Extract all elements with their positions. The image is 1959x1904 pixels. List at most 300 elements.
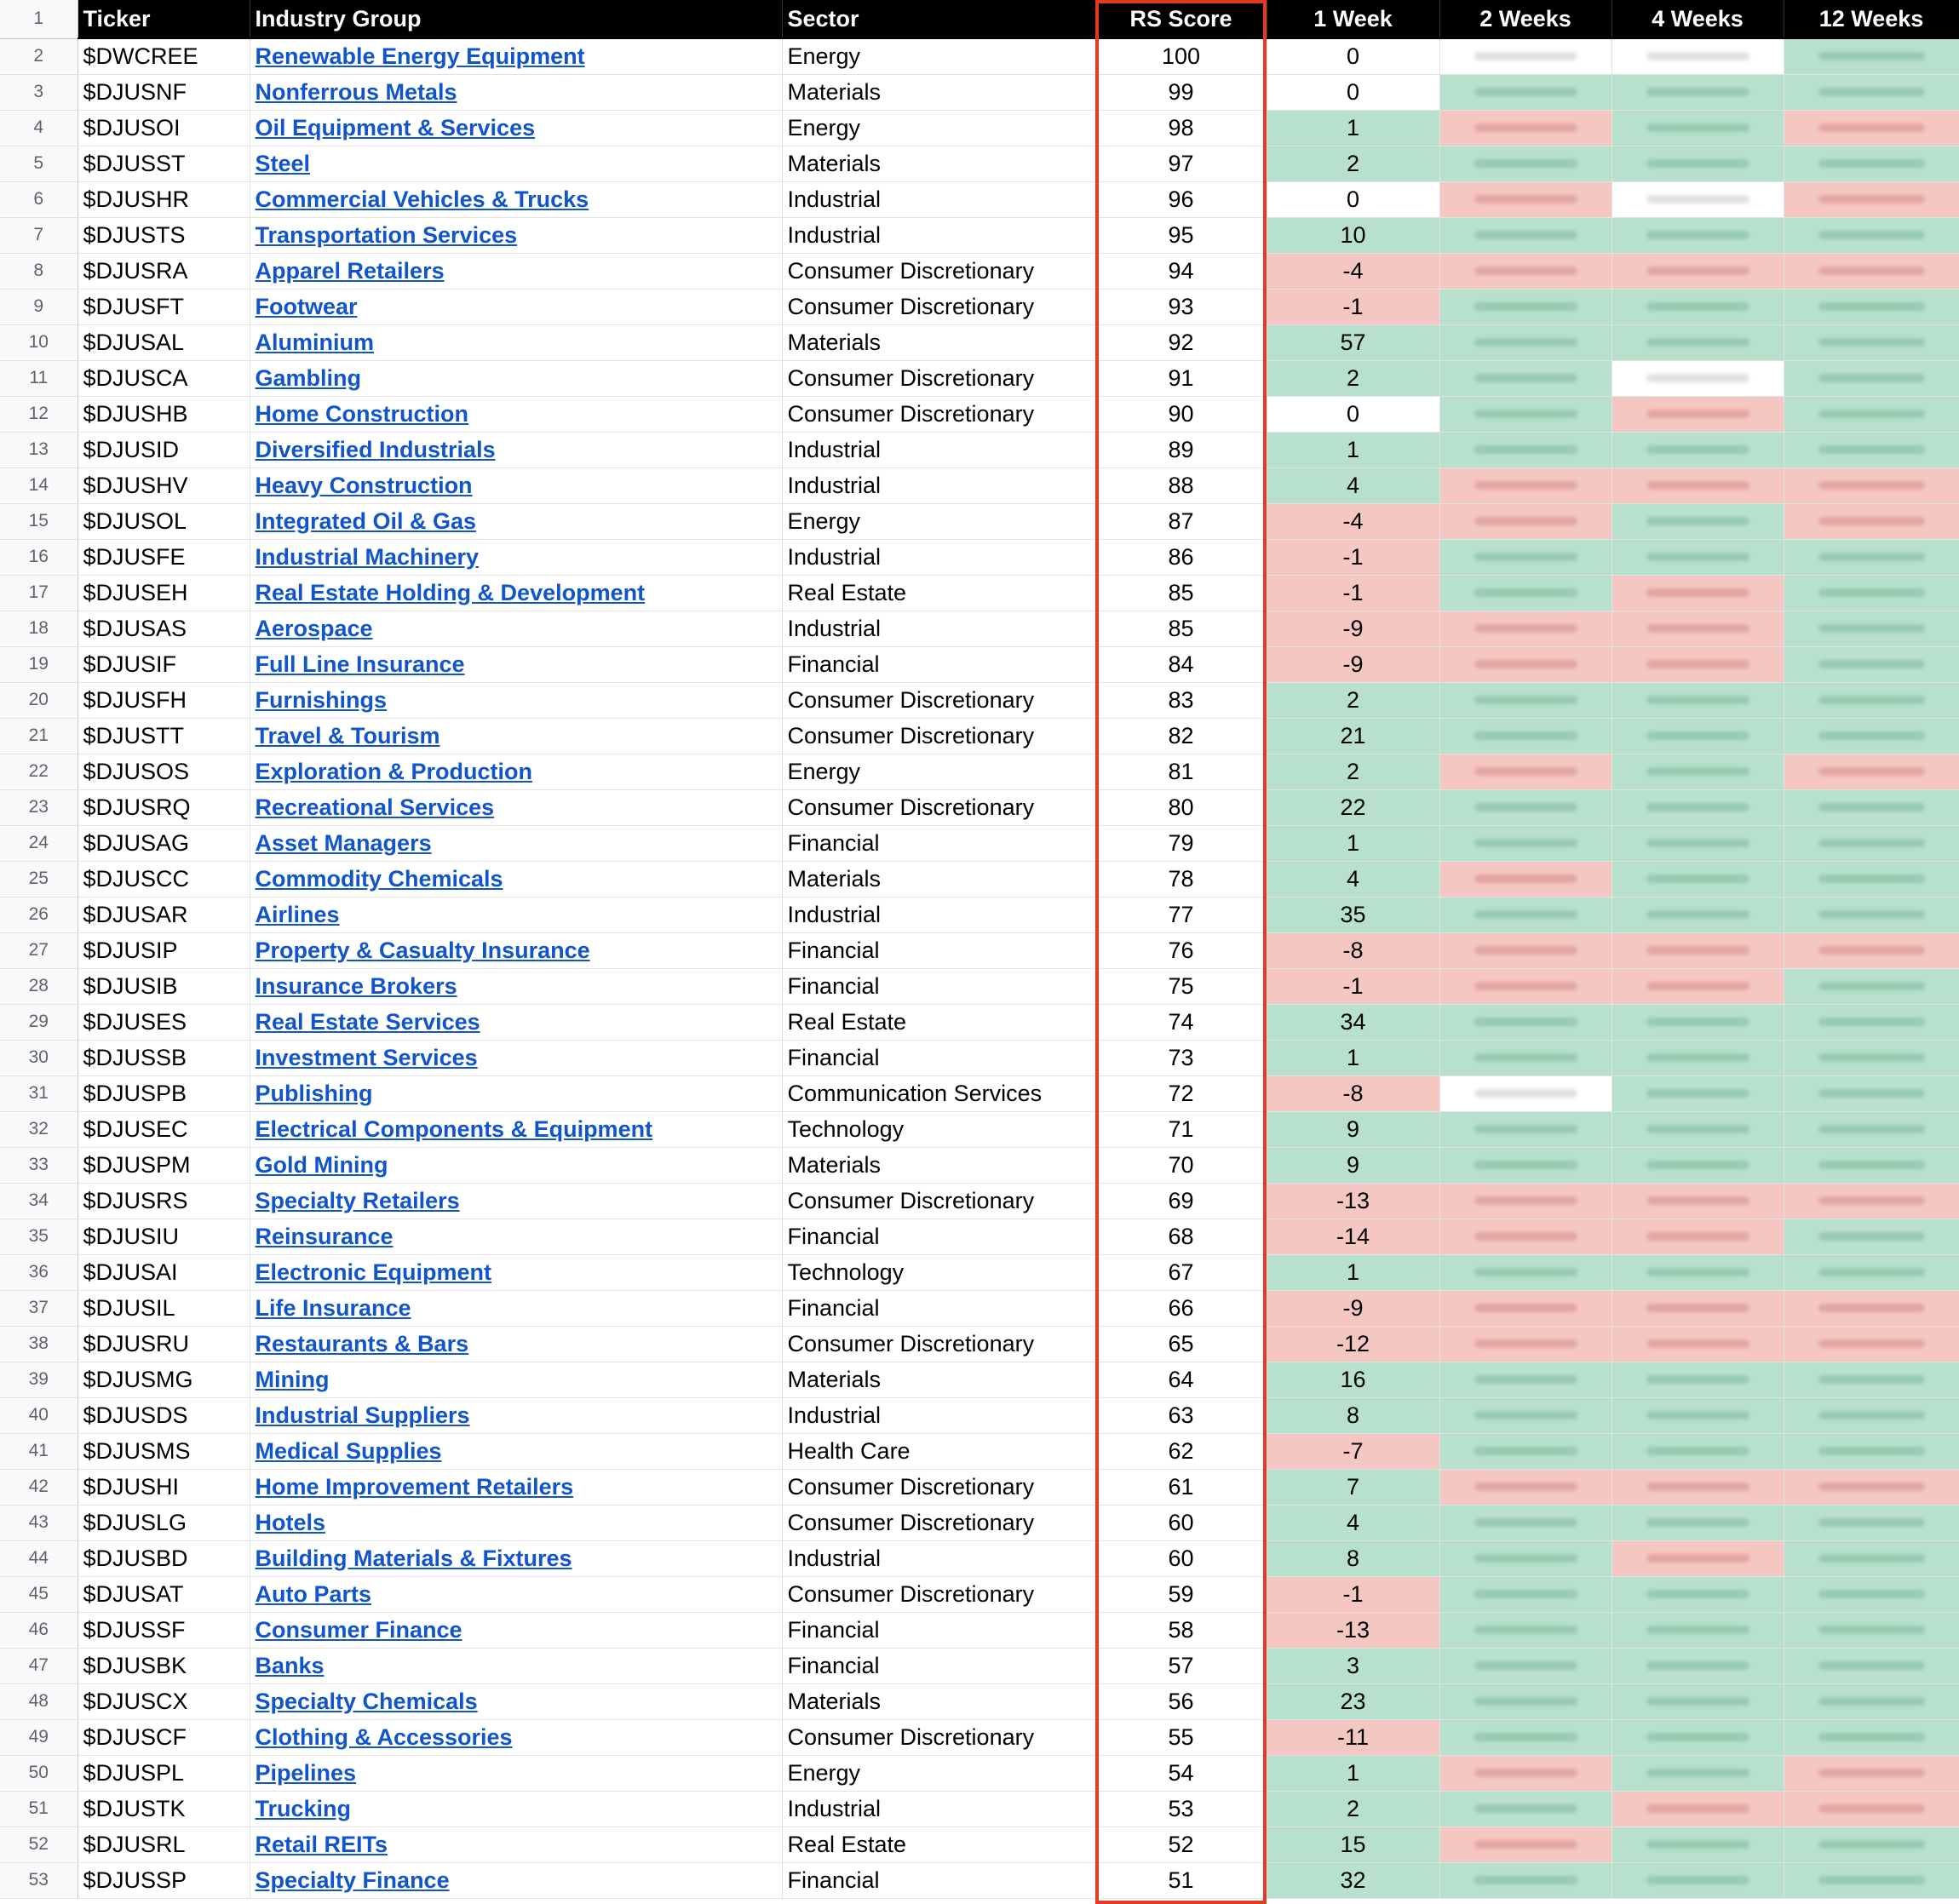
week-12-change-cell[interactable]	[1784, 682, 1959, 718]
ticker-cell[interactable]: $DJUSMG	[78, 1362, 250, 1397]
industry-group-cell[interactable]	[250, 1397, 782, 1433]
ticker-cell[interactable]: $DJUSRL	[78, 1827, 250, 1862]
week-12-change-cell[interactable]	[1784, 1540, 1959, 1576]
row-number[interactable]: 27	[0, 932, 78, 968]
week-4-change-cell[interactable]	[1611, 718, 1784, 754]
week-12-change-cell[interactable]	[1784, 1219, 1959, 1254]
industry-group-link[interactable]: Real Estate Services	[255, 1008, 480, 1035]
row-number[interactable]: 2	[0, 38, 78, 74]
ticker-cell[interactable]: $DJUSOS	[78, 754, 250, 789]
week-4-change-cell[interactable]	[1611, 289, 1784, 324]
week-12-change-cell[interactable]	[1784, 1397, 1959, 1433]
industry-group-cell[interactable]	[250, 396, 782, 432]
industry-group-cell[interactable]	[250, 324, 782, 360]
industry-group-cell[interactable]	[250, 217, 782, 253]
rs-score-cell[interactable]: 66	[1095, 1290, 1267, 1326]
ticker-cell[interactable]: $DJUSTK	[78, 1791, 250, 1827]
week-2-change-cell[interactable]	[1439, 897, 1611, 932]
sector-cell[interactable]: Materials	[782, 324, 1095, 360]
week-1-change-cell[interactable]: 1	[1267, 1254, 1439, 1290]
industry-group-cell[interactable]	[250, 825, 782, 861]
week-1-change-cell[interactable]: 4	[1267, 1505, 1439, 1540]
row-number[interactable]: 17	[0, 575, 78, 611]
week-2-change-cell[interactable]	[1439, 38, 1611, 74]
industry-group-cell[interactable]	[250, 1862, 782, 1898]
row-number[interactable]: 43	[0, 1505, 78, 1540]
week-4-change-cell[interactable]	[1611, 1719, 1784, 1755]
industry-group-link[interactable]: Specialty Finance	[255, 1867, 450, 1893]
week-4-change-cell[interactable]	[1611, 1147, 1784, 1183]
week-2-change-cell[interactable]	[1439, 682, 1611, 718]
industry-group-link[interactable]: Pipelines	[255, 1759, 357, 1786]
row-number[interactable]: 30	[0, 1040, 78, 1075]
week-12-change-cell[interactable]	[1784, 861, 1959, 897]
industry-group-cell[interactable]	[250, 968, 782, 1004]
industry-group-cell[interactable]	[250, 646, 782, 682]
header-12-weeks[interactable]: 12 Weeks	[1784, 0, 1959, 38]
sector-cell[interactable]: Energy	[782, 1755, 1095, 1791]
week-2-change-cell[interactable]	[1439, 754, 1611, 789]
week-2-change-cell[interactable]	[1439, 181, 1611, 217]
week-4-change-cell[interactable]	[1611, 754, 1784, 789]
rs-score-cell[interactable]: 70	[1095, 1147, 1267, 1183]
ticker-cell[interactable]: $DJUSTS	[78, 217, 250, 253]
row-number[interactable]: 40	[0, 1397, 78, 1433]
week-1-change-cell[interactable]: 10	[1267, 217, 1439, 253]
week-2-change-cell[interactable]	[1439, 611, 1611, 646]
week-2-change-cell[interactable]	[1439, 789, 1611, 825]
week-4-change-cell[interactable]	[1611, 432, 1784, 467]
week-4-change-cell[interactable]	[1611, 646, 1784, 682]
week-2-change-cell[interactable]	[1439, 718, 1611, 754]
sector-cell[interactable]: Materials	[782, 146, 1095, 181]
ticker-cell[interactable]: $DJUSTT	[78, 718, 250, 754]
week-12-change-cell[interactable]	[1784, 181, 1959, 217]
week-4-change-cell[interactable]	[1611, 396, 1784, 432]
week-2-change-cell[interactable]	[1439, 146, 1611, 181]
week-2-change-cell[interactable]	[1439, 1576, 1611, 1612]
week-1-change-cell[interactable]: -9	[1267, 611, 1439, 646]
week-2-change-cell[interactable]	[1439, 1290, 1611, 1326]
industry-group-cell[interactable]	[250, 1827, 782, 1862]
row-number[interactable]: 48	[0, 1683, 78, 1719]
week-12-change-cell[interactable]	[1784, 1111, 1959, 1147]
week-4-change-cell[interactable]	[1611, 539, 1784, 575]
week-4-change-cell[interactable]	[1611, 253, 1784, 289]
week-2-change-cell[interactable]	[1439, 1004, 1611, 1040]
industry-group-link[interactable]: Renewable Energy Equipment	[255, 43, 585, 69]
industry-group-link[interactable]: Asset Managers	[255, 829, 432, 856]
sector-cell[interactable]: Consumer Discretionary	[782, 1576, 1095, 1612]
industry-group-link[interactable]: Exploration & Production	[255, 758, 533, 784]
industry-group-link[interactable]: Specialty Retailers	[255, 1187, 460, 1213]
week-12-change-cell[interactable]	[1784, 718, 1959, 754]
industry-group-link[interactable]: Investment Services	[255, 1044, 478, 1070]
week-4-change-cell[interactable]	[1611, 467, 1784, 503]
sector-cell[interactable]: Consumer Discretionary	[782, 1505, 1095, 1540]
industry-group-cell[interactable]	[250, 1648, 782, 1683]
industry-group-link[interactable]: Airlines	[255, 901, 340, 927]
industry-group-cell[interactable]	[250, 1040, 782, 1075]
week-1-change-cell[interactable]: -8	[1267, 932, 1439, 968]
industry-group-cell[interactable]	[250, 467, 782, 503]
week-2-change-cell[interactable]	[1439, 539, 1611, 575]
week-1-change-cell[interactable]: 2	[1267, 682, 1439, 718]
week-4-change-cell[interactable]	[1611, 146, 1784, 181]
rs-score-cell[interactable]: 82	[1095, 718, 1267, 754]
week-1-change-cell[interactable]: 1	[1267, 1040, 1439, 1075]
week-4-change-cell[interactable]	[1611, 38, 1784, 74]
week-2-change-cell[interactable]	[1439, 932, 1611, 968]
industry-group-cell[interactable]	[250, 1612, 782, 1648]
sector-cell[interactable]: Financial	[782, 1612, 1095, 1648]
week-1-change-cell[interactable]: -11	[1267, 1719, 1439, 1755]
row-number[interactable]: 18	[0, 611, 78, 646]
week-4-change-cell[interactable]	[1611, 861, 1784, 897]
rs-score-cell[interactable]: 53	[1095, 1791, 1267, 1827]
week-4-change-cell[interactable]	[1611, 360, 1784, 396]
sector-cell[interactable]: Technology	[782, 1111, 1095, 1147]
week-12-change-cell[interactable]	[1784, 1362, 1959, 1397]
header-industry-group[interactable]: Industry Group	[250, 0, 782, 38]
row-number[interactable]: 15	[0, 503, 78, 539]
week-2-change-cell[interactable]	[1439, 1040, 1611, 1075]
week-1-change-cell[interactable]: 8	[1267, 1540, 1439, 1576]
week-4-change-cell[interactable]	[1611, 217, 1784, 253]
sector-cell[interactable]: Energy	[782, 38, 1095, 74]
sector-cell[interactable]: Financial	[782, 1648, 1095, 1683]
week-1-change-cell[interactable]: -1	[1267, 539, 1439, 575]
industry-group-link[interactable]: Specialty Chemicals	[255, 1688, 478, 1714]
rs-score-cell[interactable]: 89	[1095, 432, 1267, 467]
week-4-change-cell[interactable]	[1611, 897, 1784, 932]
industry-group-cell[interactable]	[250, 897, 782, 932]
rs-score-cell[interactable]: 87	[1095, 503, 1267, 539]
week-12-change-cell[interactable]	[1784, 1576, 1959, 1612]
rs-score-cell[interactable]: 54	[1095, 1755, 1267, 1791]
sector-cell[interactable]: Consumer Discretionary	[782, 360, 1095, 396]
industry-group-cell[interactable]	[250, 1791, 782, 1827]
sector-cell[interactable]: Consumer Discretionary	[782, 718, 1095, 754]
rs-score-cell[interactable]: 80	[1095, 789, 1267, 825]
industry-group-cell[interactable]	[250, 1147, 782, 1183]
week-12-change-cell[interactable]	[1784, 1683, 1959, 1719]
row-number[interactable]: 50	[0, 1755, 78, 1791]
ticker-cell[interactable]: $DJUSCA	[78, 360, 250, 396]
week-2-change-cell[interactable]	[1439, 1719, 1611, 1755]
week-4-change-cell[interactable]	[1611, 789, 1784, 825]
week-12-change-cell[interactable]	[1784, 932, 1959, 968]
week-12-change-cell[interactable]	[1784, 1254, 1959, 1290]
week-1-change-cell[interactable]: 2	[1267, 146, 1439, 181]
week-4-change-cell[interactable]	[1611, 1219, 1784, 1254]
week-12-change-cell[interactable]	[1784, 1755, 1959, 1791]
ticker-cell[interactable]: $DJUSNF	[78, 74, 250, 110]
week-1-change-cell[interactable]: 4	[1267, 467, 1439, 503]
rs-score-cell[interactable]: 64	[1095, 1362, 1267, 1397]
row-number[interactable]: 20	[0, 682, 78, 718]
industry-group-cell[interactable]	[250, 1183, 782, 1219]
week-1-change-cell[interactable]: -13	[1267, 1183, 1439, 1219]
ticker-cell[interactable]: $DJUSHI	[78, 1469, 250, 1505]
sector-cell[interactable]: Real Estate	[782, 1004, 1095, 1040]
week-4-change-cell[interactable]	[1611, 1612, 1784, 1648]
week-4-change-cell[interactable]	[1611, 503, 1784, 539]
rs-score-cell[interactable]: 100	[1095, 38, 1267, 74]
week-1-change-cell[interactable]: 0	[1267, 74, 1439, 110]
week-12-change-cell[interactable]	[1784, 897, 1959, 932]
week-2-change-cell[interactable]	[1439, 1326, 1611, 1362]
ticker-cell[interactable]: $DJUSSP	[78, 1862, 250, 1898]
week-12-change-cell[interactable]	[1784, 1326, 1959, 1362]
ticker-cell[interactable]: $DJUSAR	[78, 897, 250, 932]
sector-cell[interactable]: Real Estate	[782, 575, 1095, 611]
rs-score-cell[interactable]: 76	[1095, 932, 1267, 968]
industry-group-link[interactable]: Industrial Machinery	[255, 543, 480, 570]
week-1-change-cell[interactable]: 4	[1267, 861, 1439, 897]
week-12-change-cell[interactable]	[1784, 1147, 1959, 1183]
week-2-change-cell[interactable]	[1439, 324, 1611, 360]
week-4-change-cell[interactable]	[1611, 1004, 1784, 1040]
row-number[interactable]: 8	[0, 253, 78, 289]
sector-cell[interactable]: Financial	[782, 1290, 1095, 1326]
industry-group-cell[interactable]	[250, 789, 782, 825]
industry-group-link[interactable]: Gambling	[255, 364, 362, 391]
industry-group-link[interactable]: Auto Parts	[255, 1580, 372, 1607]
industry-group-link[interactable]: Full Line Insurance	[255, 651, 465, 677]
ticker-cell[interactable]: $DJUSCX	[78, 1683, 250, 1719]
week-2-change-cell[interactable]	[1439, 646, 1611, 682]
sector-cell[interactable]: Consumer Discretionary	[782, 1469, 1095, 1505]
ticker-cell[interactable]: $DJUSRU	[78, 1326, 250, 1362]
week-12-change-cell[interactable]	[1784, 1862, 1959, 1898]
week-4-change-cell[interactable]	[1611, 825, 1784, 861]
week-4-change-cell[interactable]	[1611, 1683, 1784, 1719]
rs-score-cell[interactable]: 72	[1095, 1075, 1267, 1111]
industry-group-link[interactable]: Consumer Finance	[255, 1616, 462, 1643]
industry-group-cell[interactable]	[250, 289, 782, 324]
row-number[interactable]: 49	[0, 1719, 78, 1755]
rs-score-cell[interactable]: 77	[1095, 897, 1267, 932]
week-1-change-cell[interactable]: 21	[1267, 718, 1439, 754]
ticker-cell[interactable]: $DJUSAI	[78, 1254, 250, 1290]
week-1-change-cell[interactable]: 1	[1267, 110, 1439, 146]
industry-group-cell[interactable]	[250, 539, 782, 575]
ticker-cell[interactable]: $DJUSIU	[78, 1219, 250, 1254]
industry-group-cell[interactable]	[250, 682, 782, 718]
row-number[interactable]: 45	[0, 1576, 78, 1612]
week-2-change-cell[interactable]	[1439, 467, 1611, 503]
rs-score-cell[interactable]: 73	[1095, 1040, 1267, 1075]
row-number[interactable]: 22	[0, 754, 78, 789]
ticker-cell[interactable]: $DJUSFH	[78, 682, 250, 718]
week-2-change-cell[interactable]	[1439, 74, 1611, 110]
sector-cell[interactable]: Technology	[782, 1254, 1095, 1290]
sector-cell[interactable]: Consumer Discretionary	[782, 682, 1095, 718]
row-number[interactable]: 47	[0, 1648, 78, 1683]
week-4-change-cell[interactable]	[1611, 932, 1784, 968]
week-1-change-cell[interactable]: 0	[1267, 181, 1439, 217]
ticker-cell[interactable]: $DJUSBK	[78, 1648, 250, 1683]
rs-score-cell[interactable]: 81	[1095, 754, 1267, 789]
row-number[interactable]: 52	[0, 1827, 78, 1862]
industry-group-link[interactable]: Furnishings	[255, 686, 387, 713]
industry-group-cell[interactable]	[250, 1219, 782, 1254]
industry-group-link[interactable]: Reinsurance	[255, 1223, 394, 1249]
rs-score-cell[interactable]: 85	[1095, 611, 1267, 646]
row-number[interactable]: 41	[0, 1433, 78, 1469]
week-1-change-cell[interactable]: -1	[1267, 1576, 1439, 1612]
ticker-cell[interactable]: $DJUSIL	[78, 1290, 250, 1326]
rs-score-cell[interactable]: 96	[1095, 181, 1267, 217]
week-4-change-cell[interactable]	[1611, 1648, 1784, 1683]
rs-score-cell[interactable]: 79	[1095, 825, 1267, 861]
industry-group-cell[interactable]	[250, 718, 782, 754]
rs-score-cell[interactable]: 83	[1095, 682, 1267, 718]
ticker-cell[interactable]: $DJUSDS	[78, 1397, 250, 1433]
industry-group-link[interactable]: Publishing	[255, 1080, 373, 1106]
ticker-cell[interactable]: $DJUSEC	[78, 1111, 250, 1147]
week-2-change-cell[interactable]	[1439, 1362, 1611, 1397]
row-number[interactable]: 29	[0, 1004, 78, 1040]
rs-score-cell[interactable]: 98	[1095, 110, 1267, 146]
ticker-cell[interactable]: $DJUSBD	[78, 1540, 250, 1576]
industry-group-link[interactable]: Gold Mining	[255, 1151, 388, 1178]
week-12-change-cell[interactable]	[1784, 396, 1959, 432]
week-1-change-cell[interactable]: -12	[1267, 1326, 1439, 1362]
industry-group-cell[interactable]	[250, 74, 782, 110]
week-4-change-cell[interactable]	[1611, 682, 1784, 718]
week-12-change-cell[interactable]	[1784, 146, 1959, 181]
week-1-change-cell[interactable]: 3	[1267, 1648, 1439, 1683]
row-number[interactable]: 37	[0, 1290, 78, 1326]
week-2-change-cell[interactable]	[1439, 110, 1611, 146]
row-number[interactable]: 13	[0, 432, 78, 467]
week-12-change-cell[interactable]	[1784, 789, 1959, 825]
rs-score-cell[interactable]: 88	[1095, 467, 1267, 503]
week-1-change-cell[interactable]: 23	[1267, 1683, 1439, 1719]
sector-cell[interactable]: Consumer Discretionary	[782, 789, 1095, 825]
industry-group-link[interactable]: Aluminium	[255, 329, 374, 355]
sector-cell[interactable]: Financial	[782, 932, 1095, 968]
industry-group-link[interactable]: Diversified Industrials	[255, 436, 496, 462]
week-12-change-cell[interactable]	[1784, 1290, 1959, 1326]
rs-score-cell[interactable]: 65	[1095, 1326, 1267, 1362]
row-number[interactable]: 53	[0, 1862, 78, 1898]
week-4-change-cell[interactable]	[1611, 611, 1784, 646]
industry-group-link[interactable]: Property & Casualty Insurance	[255, 937, 590, 963]
row-number[interactable]: 28	[0, 968, 78, 1004]
week-1-change-cell[interactable]: -1	[1267, 968, 1439, 1004]
sector-cell[interactable]: Consumer Discretionary	[782, 1326, 1095, 1362]
week-4-change-cell[interactable]	[1611, 1362, 1784, 1397]
industry-group-cell[interactable]	[250, 1075, 782, 1111]
sector-cell[interactable]: Financial	[782, 825, 1095, 861]
industry-group-link[interactable]: Retail REITs	[255, 1831, 388, 1857]
week-2-change-cell[interactable]	[1439, 825, 1611, 861]
week-4-change-cell[interactable]	[1611, 1469, 1784, 1505]
row-number[interactable]: 39	[0, 1362, 78, 1397]
week-1-change-cell[interactable]: 9	[1267, 1147, 1439, 1183]
week-4-change-cell[interactable]	[1611, 110, 1784, 146]
rs-score-cell[interactable]: 60	[1095, 1540, 1267, 1576]
week-2-change-cell[interactable]	[1439, 1183, 1611, 1219]
week-1-change-cell[interactable]: 32	[1267, 1862, 1439, 1898]
week-4-change-cell[interactable]	[1611, 1862, 1784, 1898]
week-2-change-cell[interactable]	[1439, 1254, 1611, 1290]
week-1-change-cell[interactable]: 0	[1267, 38, 1439, 74]
week-2-change-cell[interactable]	[1439, 1755, 1611, 1791]
week-4-change-cell[interactable]	[1611, 1326, 1784, 1362]
industry-group-link[interactable]: Home Construction	[255, 400, 469, 427]
week-2-change-cell[interactable]	[1439, 253, 1611, 289]
sector-cell[interactable]: Energy	[782, 754, 1095, 789]
row-number[interactable]: 51	[0, 1791, 78, 1827]
week-4-change-cell[interactable]	[1611, 1433, 1784, 1469]
rs-score-cell[interactable]: 90	[1095, 396, 1267, 432]
industry-group-link[interactable]: Life Insurance	[255, 1294, 411, 1321]
sector-cell[interactable]: Health Care	[782, 1433, 1095, 1469]
week-2-change-cell[interactable]	[1439, 1540, 1611, 1576]
rs-score-cell[interactable]: 93	[1095, 289, 1267, 324]
week-4-change-cell[interactable]	[1611, 1397, 1784, 1433]
sector-cell[interactable]: Industrial	[782, 1540, 1095, 1576]
industry-group-cell[interactable]	[250, 1433, 782, 1469]
industry-group-cell[interactable]	[250, 1362, 782, 1397]
industry-group-link[interactable]: Banks	[255, 1652, 325, 1678]
industry-group-cell[interactable]	[250, 1719, 782, 1755]
ticker-cell[interactable]: $DJUSRS	[78, 1183, 250, 1219]
industry-group-cell[interactable]	[250, 38, 782, 74]
ticker-cell[interactable]: $DJUSHB	[78, 396, 250, 432]
industry-group-cell[interactable]	[250, 110, 782, 146]
rs-score-cell[interactable]: 84	[1095, 646, 1267, 682]
week-12-change-cell[interactable]	[1784, 253, 1959, 289]
ticker-cell[interactable]: $DJUSOI	[78, 110, 250, 146]
week-4-change-cell[interactable]	[1611, 1183, 1784, 1219]
industry-group-cell[interactable]	[250, 1505, 782, 1540]
ticker-cell[interactable]: $DJUSOL	[78, 503, 250, 539]
rs-score-cell[interactable]: 67	[1095, 1254, 1267, 1290]
industry-group-cell[interactable]	[250, 932, 782, 968]
week-1-change-cell[interactable]: -8	[1267, 1075, 1439, 1111]
industry-group-cell[interactable]	[250, 1111, 782, 1147]
ticker-cell[interactable]: $DJUSIF	[78, 646, 250, 682]
week-2-change-cell[interactable]	[1439, 1612, 1611, 1648]
industry-group-link[interactable]: Building Materials & Fixtures	[255, 1545, 572, 1571]
sector-cell[interactable]: Consumer Discretionary	[782, 396, 1095, 432]
week-4-change-cell[interactable]	[1611, 1505, 1784, 1540]
rs-score-cell[interactable]: 78	[1095, 861, 1267, 897]
row-number[interactable]: 19	[0, 646, 78, 682]
rs-score-cell[interactable]: 95	[1095, 217, 1267, 253]
week-1-change-cell[interactable]: -1	[1267, 575, 1439, 611]
row-number[interactable]: 34	[0, 1183, 78, 1219]
row-number[interactable]: 36	[0, 1254, 78, 1290]
sector-cell[interactable]: Consumer Discretionary	[782, 289, 1095, 324]
week-12-change-cell[interactable]	[1784, 110, 1959, 146]
sector-cell[interactable]: Energy	[782, 110, 1095, 146]
week-12-change-cell[interactable]	[1784, 1183, 1959, 1219]
week-1-change-cell[interactable]: 7	[1267, 1469, 1439, 1505]
week-12-change-cell[interactable]	[1784, 754, 1959, 789]
row-number[interactable]: 4	[0, 110, 78, 146]
week-2-change-cell[interactable]	[1439, 1219, 1611, 1254]
industry-group-link[interactable]: Integrated Oil & Gas	[255, 508, 477, 534]
week-12-change-cell[interactable]	[1784, 968, 1959, 1004]
sector-cell[interactable]: Financial	[782, 1040, 1095, 1075]
week-2-change-cell[interactable]	[1439, 360, 1611, 396]
